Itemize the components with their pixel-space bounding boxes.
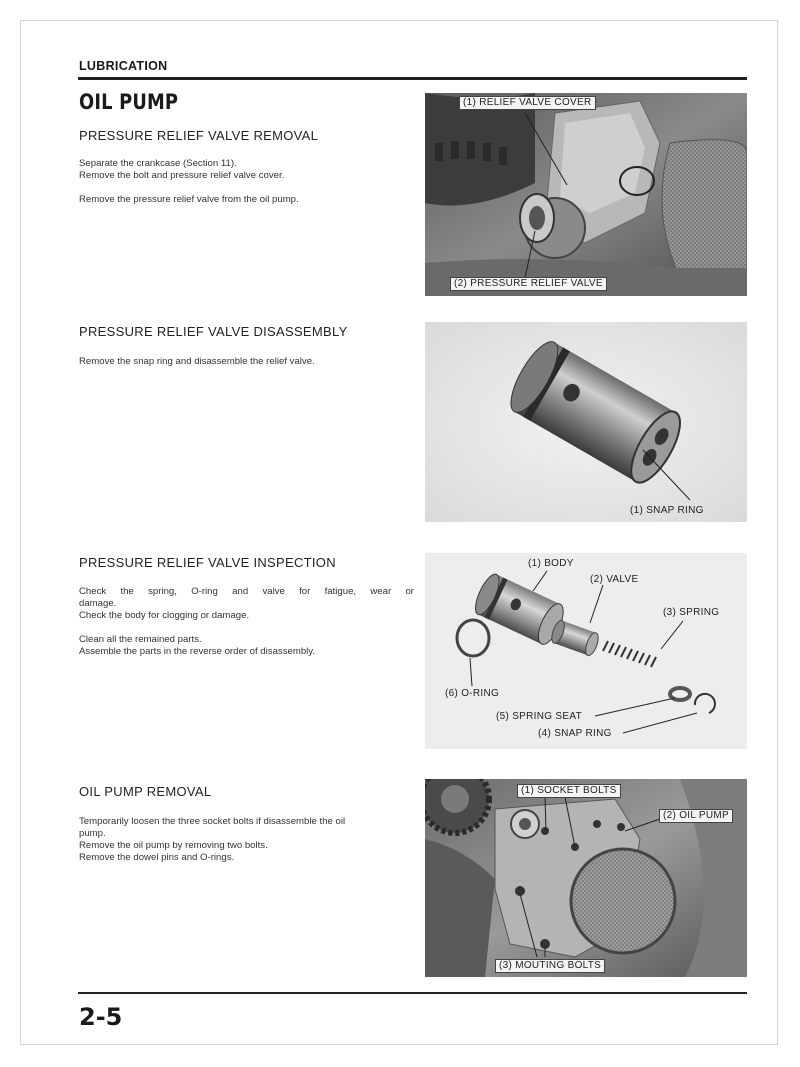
callout-pressure-relief-valve: (2) PRESSURE RELIEF VALVE xyxy=(450,277,607,291)
text-line: Check the spring, O-ring and valve for fatigue, wear or xyxy=(79,586,414,597)
callout-oil-pump: (2) OIL PUMP xyxy=(659,809,733,823)
text-line: pump. xyxy=(79,828,106,839)
callout-snap-ring-4: (4) SNAP RING xyxy=(538,728,612,739)
callout-valve: (2) VALVE xyxy=(590,574,639,585)
text-line: Remove the snap ring and disassemble the relief valve. xyxy=(79,356,315,367)
header-rule xyxy=(78,77,747,80)
section-text-inspection xyxy=(79,586,414,658)
text-line: Assemble the parts in the reverse order of disassembly. xyxy=(79,646,316,657)
section-text-pump-removal xyxy=(79,816,414,864)
callout-snap-ring: (1) SNAP RING xyxy=(630,505,704,516)
callout-socket-bolts: (1) SOCKET BOLTS xyxy=(517,784,621,798)
text-line: Check the body for clogging or damage. xyxy=(79,610,250,621)
photo-oil-pump-removal xyxy=(425,779,747,977)
text-line: Remove the dowel pins and O-rings. xyxy=(79,852,235,863)
section-heading-disassembly: PRESSURE RELIEF VALVE DISASSEMBLY xyxy=(79,324,348,339)
footer-rule xyxy=(78,992,747,994)
section-heading-pump-removal: OIL PUMP REMOVAL xyxy=(79,784,212,799)
photo-relief-valve-removal xyxy=(425,93,747,296)
callout-relief-valve-cover: (1) RELIEF VALVE COVER xyxy=(459,96,596,110)
photo-relief-valve-parts xyxy=(425,553,747,749)
callout-o-ring: (6) O-RING xyxy=(445,688,500,699)
text-line: Clean all the remained parts. xyxy=(79,634,202,645)
text-line: Remove the bolt and pressure relief valve cover. xyxy=(79,170,285,181)
text-line: damage. xyxy=(79,598,117,609)
text-line: Remove the oil pump by removing two bolts. xyxy=(79,840,268,851)
page-number: 2-5 xyxy=(79,1003,123,1031)
text-line: Separate the crankcase (Section 11). xyxy=(79,158,237,169)
callout-mouting-bolts: (3) MOUTING BOLTS xyxy=(495,959,605,973)
section-text-removal xyxy=(79,158,414,206)
photo-relief-valve-snap-ring xyxy=(425,322,747,522)
text-line: Temporarily loosen the three socket bolts if disassemble the oil xyxy=(79,816,346,827)
page-title: OIL PUMP xyxy=(79,90,179,114)
callout-spring: (3) SPRING xyxy=(663,607,720,618)
section-text-disassembly xyxy=(79,356,414,368)
callout-spring-seat: (5) SPRING SEAT xyxy=(496,711,582,722)
callout-body: (1) BODY xyxy=(528,558,574,569)
section-heading-inspection: PRESSURE RELIEF VALVE INSPECTION xyxy=(79,555,336,570)
section-heading-removal: PRESSURE RELIEF VALVE REMOVAL xyxy=(79,128,319,143)
text-line: Remove the pressure relief valve from the oil pump. xyxy=(79,194,299,205)
section-header: LUBRICATION xyxy=(79,59,168,73)
